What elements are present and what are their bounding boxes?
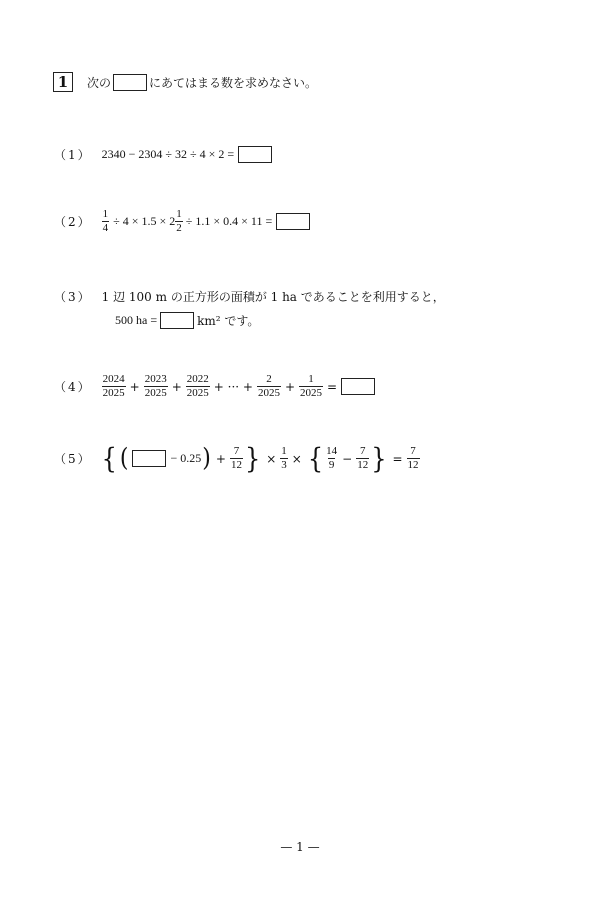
numerator: 2022 — [186, 373, 209, 385]
numerator: 1 — [102, 208, 109, 220]
left-brace: { — [101, 442, 117, 475]
numerator: 2023 — [144, 373, 167, 385]
header-text-after: にあてはまる数を求めなさい。 — [149, 75, 318, 90]
question-2-label: （2） — [54, 215, 92, 229]
numerator: 7 — [410, 445, 416, 457]
question-2-mid-1: ÷ 4 × 1.5 × 2 — [113, 214, 176, 228]
question-3-label: （3） — [54, 290, 92, 304]
question-3-after: km² です。 — [197, 314, 260, 328]
denominator: 12 — [407, 459, 419, 471]
numerator: 2 — [266, 373, 272, 385]
numerator: 7 — [233, 445, 240, 457]
denominator: 2025 — [144, 387, 167, 399]
numerator: 1 — [281, 445, 287, 457]
question-5 — [54, 442, 420, 475]
problem-number: 1 — [53, 72, 73, 92]
denominator: 2025 — [102, 387, 125, 399]
times-sign: × — [291, 451, 302, 466]
answer-box-2[interactable] — [276, 213, 310, 230]
fraction — [280, 446, 288, 471]
equals-sign: = — [327, 379, 338, 394]
denominator: 12 — [357, 459, 369, 471]
minus-sign: − — [342, 451, 353, 466]
numerator: 1 — [176, 208, 182, 220]
fraction — [257, 374, 281, 399]
answer-box-1[interactable] — [238, 146, 272, 163]
left-paren: ( — [119, 443, 129, 473]
plus-sign: + — [129, 379, 140, 394]
fraction — [356, 446, 369, 471]
times-sign: × — [266, 451, 277, 466]
question-5-label: （5） — [54, 452, 92, 466]
question-4 — [54, 374, 375, 399]
numerator: 7 — [359, 445, 366, 457]
left-brace: { — [307, 442, 324, 475]
question-2-mid-2: ÷ 1.1 × 0.4 × 11 = — [185, 214, 273, 228]
fraction — [230, 446, 243, 471]
denominator: 2025 — [186, 387, 209, 399]
denominator: 12 — [230, 459, 242, 471]
fraction — [186, 374, 210, 399]
denominator: 2 — [176, 222, 182, 234]
question-4-label: （4） — [54, 380, 92, 394]
right-brace: } — [244, 442, 261, 475]
fraction — [102, 209, 110, 234]
fraction — [144, 374, 168, 399]
numerator: 1 — [308, 373, 314, 385]
denominator: 4 — [102, 222, 109, 234]
question-3 — [54, 288, 445, 305]
plus-sign: + — [284, 379, 296, 394]
fraction — [325, 446, 338, 471]
question-3-line-2 — [115, 312, 259, 329]
page-number: — 1 — — [280, 840, 320, 854]
answer-box-5[interactable] — [132, 450, 166, 467]
problem-header — [53, 72, 317, 92]
question-1 — [54, 146, 272, 163]
minus-term: − 0.25 — [170, 451, 202, 465]
answer-box-4[interactable] — [341, 378, 375, 395]
question-2 — [54, 209, 310, 234]
numerator: 14 — [326, 445, 338, 457]
answer-box-header — [113, 74, 147, 91]
numerator: 2024 — [102, 373, 125, 385]
page-number-container — [0, 836, 600, 855]
fraction — [102, 374, 126, 399]
fraction — [299, 374, 323, 399]
right-brace: } — [371, 442, 387, 475]
question-3-before: 500 ha = — [115, 313, 158, 327]
denominator: 3 — [281, 459, 287, 471]
denominator: 2025 — [300, 387, 323, 399]
plus-sign: + — [215, 451, 226, 466]
plus-sign: + — [171, 379, 182, 394]
fraction — [407, 446, 420, 471]
ellipsis: + ··· + — [213, 379, 253, 394]
denominator: 9 — [328, 459, 335, 471]
question-1-expression: 2340 − 2304 ÷ 32 ÷ 4 × 2 = — [101, 147, 235, 161]
question-3-line-1: 1 辺 100 m の正方形の面積が 1 ha であることを利用すると， — [101, 290, 445, 304]
denominator: 2025 — [257, 387, 280, 399]
fraction — [175, 209, 183, 234]
equals-sign: = — [392, 451, 403, 466]
question-1-label: （1） — [54, 148, 92, 162]
right-paren: ) — [202, 443, 211, 473]
header-text-before: 次の — [87, 75, 112, 90]
answer-box-3[interactable] — [160, 312, 194, 329]
